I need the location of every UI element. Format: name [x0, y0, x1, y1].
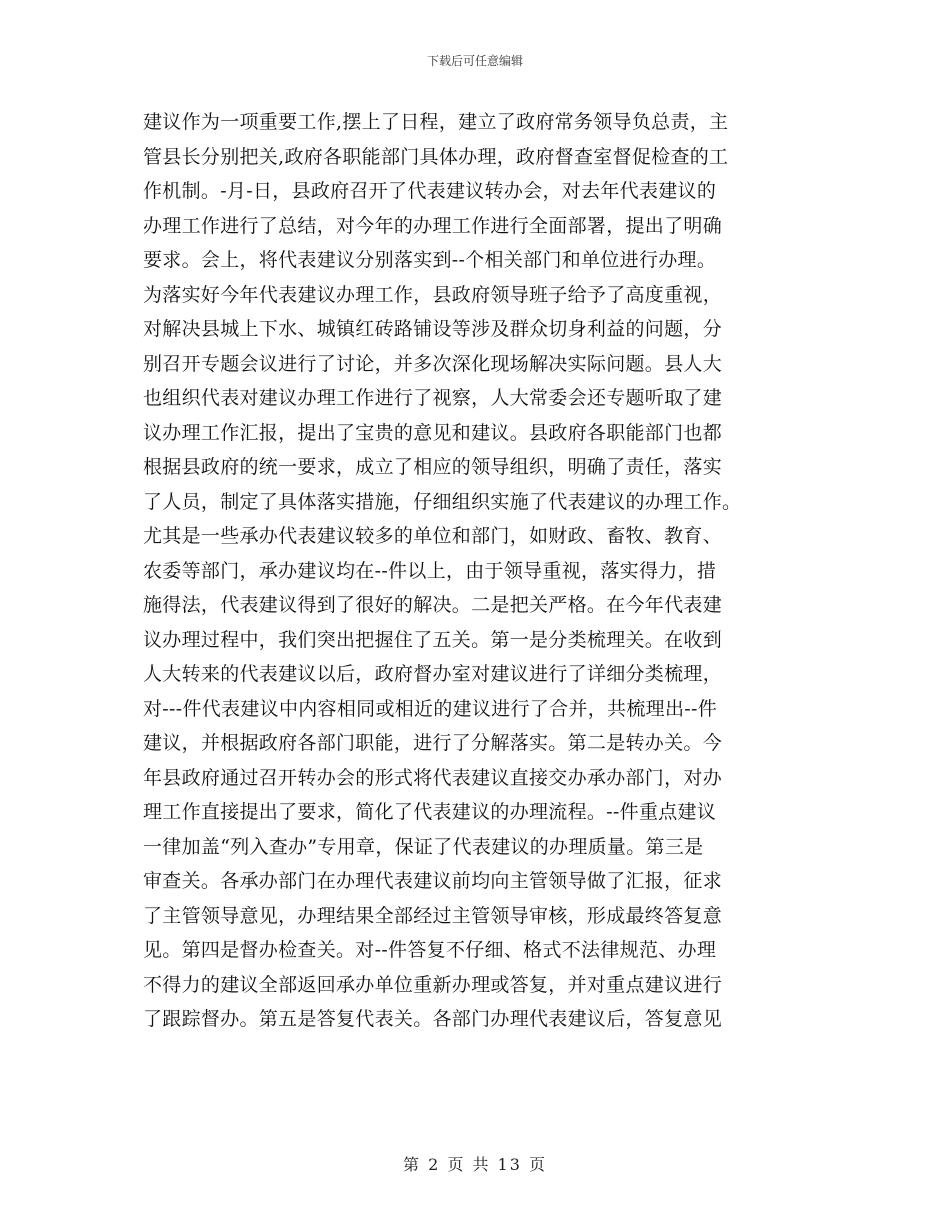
text-line: 理工作直接提出了要求，简化了代表建议的办理流程。--件重点建议: [143, 801, 717, 823]
text-line: 作机制。-月-日，县政府召开了代表建议转办会，对去年代表建议的: [143, 180, 717, 202]
text-line: 为落实好今年代表建议办理工作，县政府领导班子给予了高度重视，: [143, 283, 723, 306]
text-line: 建议作为一项重要工作,摆上了日程，建立了政府常务领导负总责，主: [143, 111, 729, 133]
text-line: 也组织代表对建议办理工作进行了视察，人大常委会还专题听取了建: [143, 387, 723, 409]
text-line: 根据县政府的统一要求，成立了相应的领导组织，明确了责任，落实: [143, 456, 723, 478]
text-line: 管县长分别把关,政府各职能部门具体办理，政府督查室督促检查的工: [143, 145, 729, 168]
text-line: 了人员，制定了具体落实措施，仔细组织实施了代表建议的办理工作。: [143, 490, 742, 513]
text-line: 对---件代表建议中内容相同或相近的建议进行了合并，共梳理出--件: [143, 697, 718, 720]
text-line: 议办理工作汇报，提出了宝贵的意见和建议。县政府各职能部门也都: [143, 421, 723, 444]
text-line: 了跟踪督办。第五是答复代表关。各部门办理代表建议后，答复意见: [143, 1008, 723, 1030]
text-line: 尤其是一些承办代表建议较多的单位和部门，如财政、畜牧、教育、: [143, 525, 723, 547]
text-line: 了主管领导意见，办理结果全部经过主管领导审核，形成最终答复意: [143, 904, 723, 927]
text-line: 一律加盖“列入查办”专用章，保证了代表建议的办理质量。第三是: [143, 835, 704, 858]
page-header: 下载后可任意编辑: [426, 54, 523, 68]
text-line: 人大转来的代表建议以后，政府督办室对建议进行了详细分类梳理，: [143, 663, 723, 685]
text-line: 审查关。各承办部门在办理代表建议前均向主管领导做了汇报，征求: [143, 870, 723, 892]
text-line: 农委等部门，承办建议均在--件以上，由于领导重视，落实得力，措: [143, 559, 717, 582]
text-line: 对解决县城上下水、城镇红砖路铺设等涉及群众切身利益的问题，分: [143, 318, 723, 340]
text-line: 建议，并根据政府各部门职能，进行了分解落实。第二是转办关。今: [143, 732, 723, 754]
text-line: 要求。会上，将代表建议分别落实到--个相关部门和单位进行办理。: [143, 249, 717, 271]
text-line: 年县政府通过召开转办会的形式将代表建议直接交办承办部门，对办: [143, 766, 723, 789]
text-line: 议办理过程中，我们突出把握住了五关。第一是分类梳理关。在收到: [143, 628, 723, 651]
page-footer: 第 2 页 共 13 页: [403, 1155, 547, 1174]
text-line: 施得法，代表建议得到了很好的解决。二是把关严格。在今年代表建: [143, 594, 723, 616]
text-line: 别召开专题会议进行了讨论，并多次深化现场解决实际问题。县人大: [143, 352, 723, 375]
text-line: 见。第四是督办检查关。对--件答复不仔细、格式不法律规范、办理: [143, 939, 717, 961]
body-text: [143, 105, 808, 1037]
text-line: 办理工作进行了总结，对今年的办理工作进行全面部署，提出了明确: [143, 214, 723, 237]
text-line: 不得力的建议全部返回承办单位重新办理或答复，并对重点建议进行: [143, 973, 723, 996]
